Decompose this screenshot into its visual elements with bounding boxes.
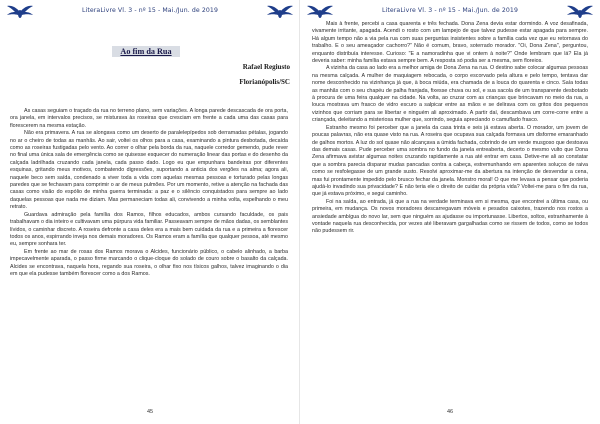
paragraph: Estranho mesmo foi perceber que a janela da casa trinta e seis já estava aberta. O morador, um jovem de poucas palavras, não era quase visto na rua. A roseira que ocupava sua calçada formava um disforme emaranhado de galhos mortos. A luz do sol quase não alcançava a úmida fachada, cobrindo de um verde musgoso que destoava das demais casas. Pude perceber uma sombra no fundo da janela entreaberta, decerto o mesmo vulto que Dona Zena afirmava avistar algumas noites cruzando rapidamente a rua até entrar em casa. Detive-me ali ao constatar que a sombra parecia disparar mudas pancadas contra a cabeça, estremunhando em aparentes soluços de raiva como se resfolegasse de um grande susto. Resolvi aproximar-me da abertura na intenção de desvendar a cena, mas fui prontamente impedido pelo brusco fechar da janela. Monstro moral! O que me levava a pensar que poderia ajudá-lo invadindo sua privacidade? E não teria ele o direito de cuidar da própria vida? Voltei-me para o fim da rua, que já estava próximo, e segui caminho. xyxy=(312,124,588,198)
page-number: 45 xyxy=(146,409,154,415)
page-header-text: LiteraLivre Vl. 3 - nº 15 - Mai./Jun. de 2019 xyxy=(381,7,519,14)
author-block xyxy=(239,60,290,90)
right-page-header xyxy=(300,2,600,22)
right-page xyxy=(300,0,600,424)
left-page-header xyxy=(0,2,300,22)
paragraph: Em frente ao mar de rosas dos Ramos morava o Alcides, funcionário público, o cabelo alinhado, a barba impecavelmente aparada, o passo firme marcando o clique-cloque do solado de couro sobre o basalto da calçada. Alcides se encontrava, naquela hora, regando sua roseira, o olhar fixo nos tísicos galhos, talvez imaginando o dia em que ela pudesse também florescer como a dos Ramos. xyxy=(10,248,288,277)
page-number: 46 xyxy=(446,409,454,415)
author-name: Rafael Regiusto xyxy=(242,63,290,71)
author-location: Florianópolis/SC xyxy=(239,78,290,86)
story-title xyxy=(112,46,180,57)
story-title-text: Ao fim da Rua xyxy=(120,47,172,56)
paragraph: A vizinha da casa ao lado era a melhor amiga de Dona Zena na rua. O destino sabe colocar algumas pessoas na mesma calçada. A mulher de maquiagem rebocada, o corpo escorvado pela altura e pelo tempo, tentava dar nome desconhecido na vizinhança já que, à boca miúda, era chamada de a louca do quarenta e cinco. Saía todas as manhãs com o seu chapéu de palha franjada, fixesse chuva ou sol, e sua sacola de um transparente desbotado à procura de uma feira qualquer na cidade. Na volta, ao cruzar com as crianças que brincavam no meio da rua, a louca mostrava um frasco de vidro escuro a salpicar entre as mãos e se delirava com os gritos dos pequenos vizinhos que corriam para se libertar e ninguém ali aproximado. A partir daí, descambava um corre-corre entre a criançada, deleitando a misteriosa mulher que, sorrindo, seguia apreciando o camuflado frasco. xyxy=(312,65,588,124)
bird-wings-logo-icon xyxy=(266,3,294,21)
page-header-text: LiteraLivre Vl. 3 - nº 15 - Mai./Jun. de 2019 xyxy=(81,7,219,14)
paragraph: Guardava admiração pela família dos Ramos, filhos educados, ambos cursando faculdade, os pais trabalhavam o dia inteiro e cultivavam uma púrpura vida familiar. Passeavam sempre de mãos dadas, os semblantes lívidos, o caminhar discreto. A roseira defronte a casa deles era a mais bem cuidada da rua e a primeira a florescer todos os anos, espirrando inveja nos demais moradores. Os Ramos eram a família que qualquer pessoa, até mesmo eu, sempre sonhara ter. xyxy=(10,211,288,248)
paragraph: Não era primavera. A rua se alongava como um deserto de paralelepípedos sob derramadas pétalas, jogando no ar o cheiro de todas as manhãs. Ao sair, voltei os olhos para a casa, examinando a pintura desbotada, decaída como as roseiras fustigadas pelo vento. Ao correr o olhar pela borda da rua, naquele corredor gemendo, pude rever no final uma única sala de emergência como se quisesse esquecer do numeração linear das portas e do desenho da calçada ladrilhada cruzando cada janela, cada passo dado. Logo eu que empunhara bandeiras por diferentes esquinas, gritando meus motivos, combatendo digressões, suportando a anticia dos vergões na alma; agora ali, naquele beco sem saída, condenado a viver toda a vida com aquelas mesmas pessoas e torturado pelas longas paredes que se fechavam para comprimir o ar de meus pulmões. Por um momento, retive a atenção na fachada das casas como visão do espólio de minha guerra terminada: a paz e o silêncio conquistados para sempre ao lado daquelas pessoas que nada me diziam. Mas permaneciam todas ali, convivendo a minha volta, espelhando o meu retrato. xyxy=(10,130,288,211)
bird-wings-logo-icon xyxy=(566,3,594,21)
paragraph: Mais à frente, percebi a casa quarenta e três fechada. Dona Zena devia estar dormindo. A voz desafinada, vivamente irritante, apagada. Acendi o rosto com um lampejo de que talvez pudesse estar apagada para sempre. Há algum tempo não a via pela rua com suas perguntas insistentes sobre a família cada vez que eu retornava do trabalho. E o seu ameaçador cachorro?” Não é comum, bravo, soterrado morador. "Oi, Dona Zena", perguntou, enquanto distribuía interesse. Curioso: "E a namoradinha que vi ontem à noite?" Onde lembram que lá? Ela já deveria saber: minha família estava sempre bem. A resposta só podia ser a mesma, sem floreios. xyxy=(312,21,588,65)
left-body-text xyxy=(10,108,288,278)
paragraph: Foi na saída, ao entrada, já que a rua na verdade terminava em si mesma, que encontrei a última casa, ou primeira, em mudança. Os novos moradores descarregavam móveis e pesados caixotes, trazendo nos rostos a ansiedade ambígua do novo lar, sem que ninguém as ajudasse ou importunasse. Libertos, soltos, estranhamente à vontade naquela rua desconhecida, por vezes até liberavam gargalhadas como se rissem de todos, como se todos não pudessem rir. xyxy=(312,198,588,235)
paragraph: As casas seguiam o traçado da rua no terreno plano, sem variações. A longa parede descascada de ora porta, ora janela, em intervalos precisos, se misturava às roseiras que cresciam em frente a cada uma das casas para florescerem na mesma estação. xyxy=(10,108,288,129)
right-body-text xyxy=(312,21,588,236)
